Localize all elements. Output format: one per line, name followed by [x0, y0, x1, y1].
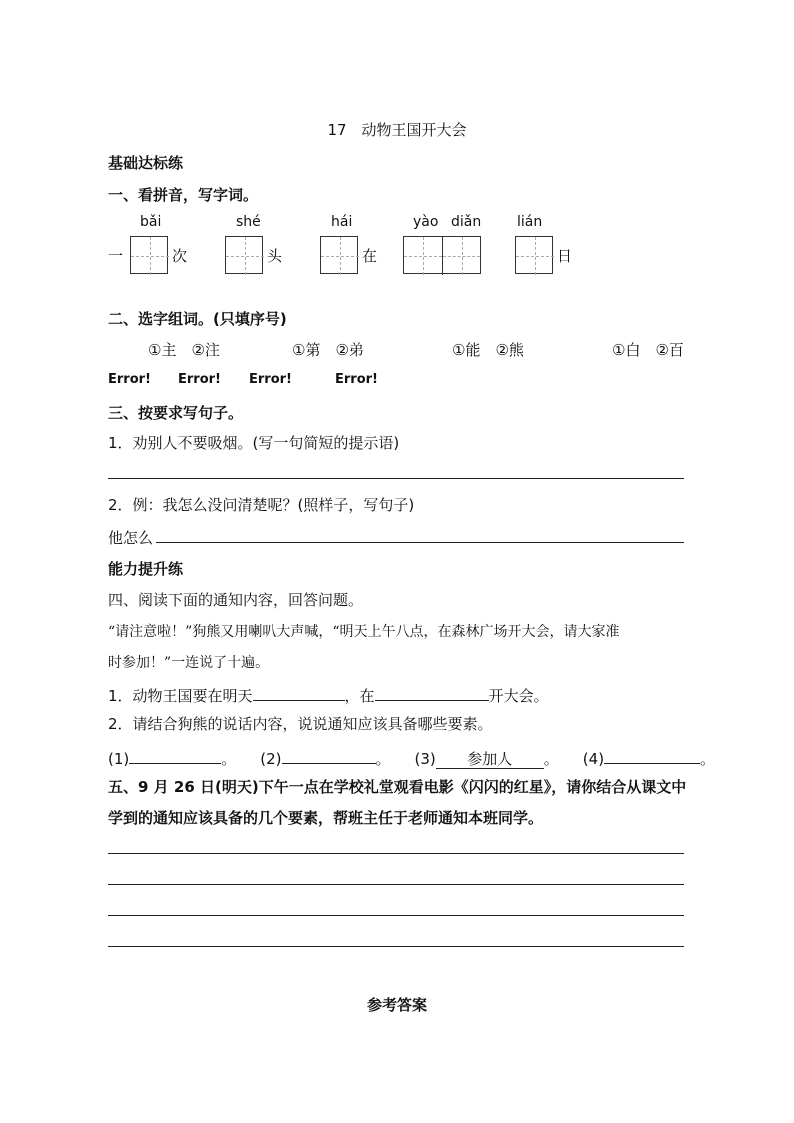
q4-heading: 四、阅读下面的通知内容，回答问题。	[108, 591, 364, 609]
choice-group: ①主 ②注	[148, 341, 220, 359]
answer-line[interactable]	[108, 478, 684, 479]
pinyin-bai: bǎi	[140, 214, 162, 230]
answer-line[interactable]	[156, 542, 684, 543]
blank-label: (4)	[582, 750, 605, 768]
blank-element-1[interactable]	[129, 745, 221, 764]
q4-element-blanks	[108, 745, 715, 769]
blank-element-3[interactable]: 参加人	[436, 750, 544, 769]
q5-line: 五、9 月 26 日(明天)下午一点在学校礼堂观看电影《闪闪的红星》，请你结合从课文中	[108, 778, 687, 796]
q4-item1	[108, 682, 549, 706]
period: 。	[700, 750, 716, 768]
period: 。	[221, 750, 237, 768]
word-suffix: 日	[557, 247, 573, 265]
passage-line: “请注意啦！”狗熊又用喇叭大声喊，“明天上午八点，在森林广场开大会，请大家准	[108, 624, 620, 640]
blank-place[interactable]	[375, 682, 489, 701]
pinyin-yao: yào	[413, 214, 439, 230]
blank-label: (2)	[260, 750, 282, 768]
blank-element-4[interactable]	[604, 745, 700, 764]
word-suffix: 在	[362, 247, 378, 265]
error-text: Error!	[178, 372, 221, 387]
q3-item1: 1．劝别人不要吸烟。(写一句简短的提示语)	[108, 434, 400, 452]
error-text: Error!	[108, 372, 151, 387]
q4-item1-text: 1．动物王国要在明天	[108, 687, 253, 705]
tianzige-box[interactable]	[320, 236, 358, 274]
blank-label: (1)	[108, 750, 130, 768]
q2-heading: 二、选字组词。(只填序号)	[108, 310, 287, 328]
section-basic-heading: 基础达标练	[108, 154, 184, 172]
blank-element-2[interactable]	[282, 745, 376, 764]
word-suffix: 头	[267, 247, 283, 265]
answer-line[interactable]	[108, 915, 684, 916]
pinyin-she: shé	[236, 214, 261, 230]
choice-group: ①白 ②百	[612, 341, 684, 359]
tianzige-box[interactable]	[225, 236, 263, 274]
blank-time[interactable]	[253, 682, 345, 701]
q1-heading: 一、看拼音，写字词。	[108, 186, 259, 204]
q3-item2: 2．例：我怎么没问清楚呢？(照样子，写句子)	[108, 496, 415, 514]
page-title: 17 动物王国开大会	[327, 121, 467, 139]
choice-group: ①能 ②熊	[452, 341, 524, 359]
choice-group: ①第 ②弟	[292, 341, 364, 359]
pinyin-dian: diǎn	[451, 214, 482, 230]
word-suffix: 次	[172, 247, 188, 265]
q4-item1-text: 开大会。	[488, 687, 549, 705]
error-text: Error!	[249, 372, 292, 387]
tianzige-box[interactable]	[515, 236, 553, 274]
q5-line: 学到的通知应该具备的几个要素，帮班主任于老师通知本班同学。	[108, 809, 544, 827]
answer-line[interactable]	[108, 884, 684, 885]
error-text: Error!	[335, 372, 378, 387]
passage-line: 时参加！”一连说了十遍。	[108, 655, 270, 671]
q3-heading: 三、按要求写句子。	[108, 404, 244, 422]
tianzige-box[interactable]	[130, 236, 168, 274]
answers-heading: 参考答案	[366, 996, 427, 1014]
tianzige-box-double[interactable]	[403, 236, 481, 274]
blank-label: (3)	[414, 750, 436, 768]
q3-item2-prefix: 他怎么	[108, 529, 154, 547]
q4-item2: 2．请结合狗熊的说话内容，说说通知应该具备哪些要素。	[108, 715, 493, 733]
period: 。	[543, 750, 559, 768]
q4-item1-text: ，在	[344, 687, 375, 705]
answer-line[interactable]	[108, 853, 684, 854]
section-advanced-heading: 能力提升练	[108, 560, 184, 578]
pinyin-lian: lián	[517, 214, 543, 230]
answer-line[interactable]	[108, 946, 684, 947]
word-prefix-yi: 一	[108, 247, 124, 265]
period: 。	[375, 750, 391, 768]
pinyin-hai: hái	[331, 214, 353, 230]
